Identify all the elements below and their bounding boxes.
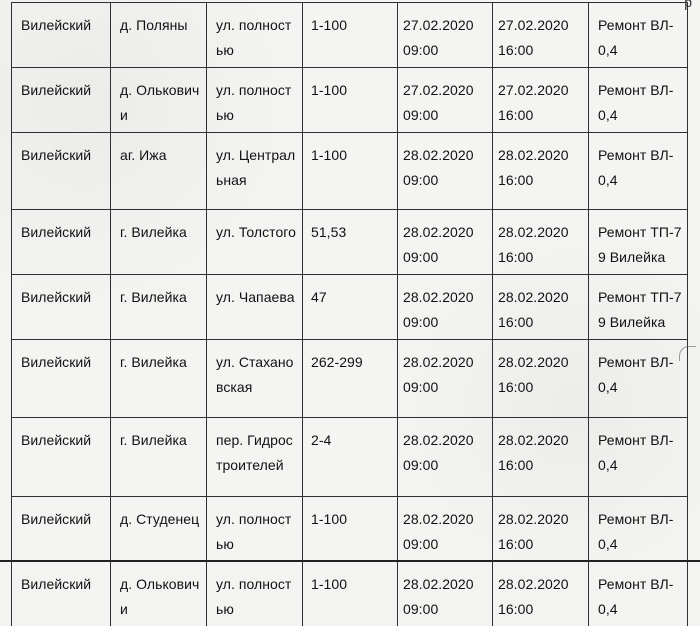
work-cell: Ремонт ТП-79 Вилейка <box>589 210 688 275</box>
end-date: 28.02.2020 <box>498 147 569 163</box>
table-row <box>12 340 688 418</box>
settlement-cell: д. Ольковичи <box>111 562 207 626</box>
end-time: 16:00 <box>498 107 533 123</box>
start-date: 28.02.2020 <box>403 224 474 240</box>
start-cell <box>398 68 493 133</box>
end-cell <box>493 340 589 418</box>
start-cell <box>398 133 493 210</box>
houses-cell: 1-100 <box>303 497 398 562</box>
street-cell: ул. Центральная <box>207 133 303 210</box>
houses-cell: 47 <box>303 275 398 340</box>
start-date: 28.02.2020 <box>403 432 474 448</box>
houses-cell: 51,53 <box>303 210 398 275</box>
settlement-cell: аг. Ижа <box>111 133 207 210</box>
street-cell: ул. полностью <box>207 497 303 562</box>
end-cell <box>493 210 589 275</box>
start-date: 28.02.2020 <box>403 576 474 592</box>
houses-cell: 262-299 <box>303 340 398 418</box>
end-time: 16:00 <box>498 314 533 330</box>
start-cell <box>398 210 493 275</box>
table-row <box>12 68 688 133</box>
start-date: 28.02.2020 <box>403 354 474 370</box>
houses-cell: 1-100 <box>303 562 398 626</box>
end-cell <box>493 68 589 133</box>
end-time: 16:00 <box>498 172 533 188</box>
header-fragment: р <box>684 0 692 10</box>
start-cell <box>398 418 493 497</box>
work-cell: Ремонт ВЛ-0,4 <box>589 562 688 626</box>
street-cell: ул. полностью <box>207 562 303 626</box>
street-cell: ул. полностью <box>207 3 303 68</box>
start-time: 09:00 <box>403 457 438 473</box>
end-time: 16:00 <box>498 601 533 617</box>
street-cell: ул. полностью <box>207 68 303 133</box>
work-cell: Ремонт ВЛ-0,4 <box>589 497 688 562</box>
start-cell <box>398 275 493 340</box>
start-cell <box>398 340 493 418</box>
start-time: 09:00 <box>403 536 438 552</box>
table-row <box>12 210 688 275</box>
district-cell: Вилейский <box>12 497 111 562</box>
table-row <box>12 562 688 626</box>
end-cell <box>493 275 589 340</box>
start-time: 09:00 <box>403 249 438 265</box>
end-cell <box>493 562 589 626</box>
end-time: 16:00 <box>498 457 533 473</box>
houses-cell: 1-100 <box>303 3 398 68</box>
end-date: 28.02.2020 <box>498 354 569 370</box>
start-time: 09:00 <box>403 379 438 395</box>
table-row <box>12 133 688 210</box>
start-time: 09:00 <box>403 42 438 58</box>
start-cell <box>398 562 493 626</box>
settlement-cell: г. Вилейка <box>111 340 207 418</box>
end-time: 16:00 <box>498 249 533 265</box>
houses-cell: 1-100 <box>303 68 398 133</box>
district-cell: Вилейский <box>12 210 111 275</box>
start-date: 28.02.2020 <box>403 511 474 527</box>
district-cell: Вилейский <box>12 418 111 497</box>
start-time: 09:00 <box>403 601 438 617</box>
settlement-cell: г. Вилейка <box>111 210 207 275</box>
table-row <box>12 275 688 340</box>
end-date: 28.02.2020 <box>498 224 569 240</box>
start-time: 09:00 <box>403 172 438 188</box>
work-cell: Ремонт ВЛ-0,4 <box>589 3 688 68</box>
start-date: 27.02.2020 <box>403 82 474 98</box>
houses-cell: 2-4 <box>303 418 398 497</box>
work-cell: Ремонт ВЛ-0,4 <box>589 68 688 133</box>
end-cell <box>493 418 589 497</box>
street-cell: ул. Чапаева <box>207 275 303 340</box>
end-time: 16:00 <box>498 379 533 395</box>
district-cell: Вилейский <box>12 275 111 340</box>
settlement-cell: г. Вилейка <box>111 418 207 497</box>
work-cell: Ремонт ВЛ-0,4 <box>589 418 688 497</box>
scan-artifact-mark <box>679 346 696 361</box>
settlement-cell: д. Студенец <box>111 497 207 562</box>
work-cell: Ремонт ВЛ-0,4 <box>589 133 688 210</box>
district-cell: Вилейский <box>12 68 111 133</box>
street-cell: ул. Стахановская <box>207 340 303 418</box>
table-row <box>12 418 688 497</box>
table-row <box>12 3 688 68</box>
end-date: 28.02.2020 <box>498 432 569 448</box>
district-cell: Вилейский <box>12 3 111 68</box>
houses-cell: 1-100 <box>303 133 398 210</box>
start-time: 09:00 <box>403 107 438 123</box>
settlement-cell: г. Вилейка <box>111 275 207 340</box>
start-cell <box>398 3 493 68</box>
street-cell: ул. Толстого <box>207 210 303 275</box>
district-cell: Вилейский <box>12 340 111 418</box>
end-cell <box>493 133 589 210</box>
end-time: 16:00 <box>498 536 533 552</box>
end-cell <box>493 3 589 68</box>
end-date: 28.02.2020 <box>498 289 569 305</box>
end-date: 27.02.2020 <box>498 17 569 33</box>
start-date: 28.02.2020 <box>403 289 474 305</box>
table-row <box>12 497 688 562</box>
district-cell: Вилейский <box>12 133 111 210</box>
settlement-cell: д. Поляны <box>111 3 207 68</box>
work-cell: Ремонт ВЛ-0,4 <box>589 340 688 418</box>
work-cell: Ремонт ТП-79 Вилейка <box>589 275 688 340</box>
end-time: 16:00 <box>498 42 533 58</box>
page-bottom-rule <box>0 560 700 562</box>
outage-schedule-table <box>11 2 688 626</box>
start-time: 09:00 <box>403 314 438 330</box>
end-cell <box>493 497 589 562</box>
start-cell <box>398 497 493 562</box>
street-cell: пер. Гидростроителей <box>207 418 303 497</box>
end-date: 28.02.2020 <box>498 576 569 592</box>
end-date: 27.02.2020 <box>498 82 569 98</box>
district-cell: Вилейский <box>12 562 111 626</box>
start-date: 28.02.2020 <box>403 147 474 163</box>
end-date: 28.02.2020 <box>498 511 569 527</box>
start-date: 27.02.2020 <box>403 17 474 33</box>
settlement-cell: д. Ольковичи <box>111 68 207 133</box>
